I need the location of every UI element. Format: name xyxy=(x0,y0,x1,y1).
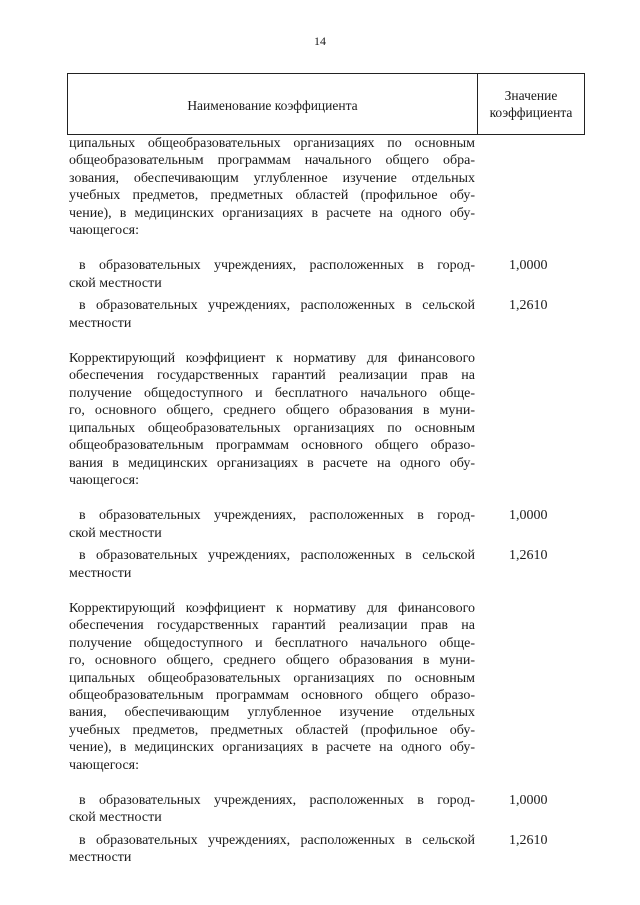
coefficient-value: 1,2610 xyxy=(509,832,548,848)
coefficient-row-rural xyxy=(69,297,559,332)
coefficient-value: 1,0000 xyxy=(509,793,548,808)
text-line: чение), в медицинских организациях в расчете на одного обу- xyxy=(69,205,475,221)
table-header xyxy=(67,73,585,135)
text-line: в образовательных учреждениях, расположенных в город- xyxy=(79,258,475,274)
coefficient-row-urban xyxy=(69,792,559,827)
text-line: получение общедоступного и бесплатного начального обще- xyxy=(69,635,475,651)
coefficient-row-urban xyxy=(69,257,559,292)
text-line: местности xyxy=(69,850,132,866)
coefficient-value: 1,2610 xyxy=(509,298,548,314)
text-line: ской местности xyxy=(69,275,162,291)
text-line: общеобразовательным программам начального общего обра- xyxy=(69,153,475,169)
coefficient-description xyxy=(69,600,475,774)
text-line: обеспечения государственных гарантий реализации прав на xyxy=(69,618,475,634)
text-line: вания в медицинских организациях в расчете на одного обу- xyxy=(69,455,475,471)
text-line: в образовательных учреждениях, расположенных в сельской xyxy=(79,832,475,848)
text-line: учебных предметов, предметных областей (профильное обу- xyxy=(69,188,475,204)
text-line: зования, обеспечивающим углубленное изучение отдельных xyxy=(69,170,475,186)
header-value-column xyxy=(478,74,584,134)
header-name-column: Наименование коэффициента xyxy=(68,74,478,134)
text-line: в образовательных учреждениях, расположенных в город- xyxy=(79,508,475,524)
text-line: в образовательных учреждениях, расположенных в город- xyxy=(79,793,475,808)
text-line: чающегося: xyxy=(69,223,139,239)
text-line: Корректирующий коэффициент к нормативу для финансового xyxy=(69,351,475,367)
page-number: 14 xyxy=(314,34,326,48)
text-line: чающегося: xyxy=(69,472,139,488)
coefficient-row-urban xyxy=(69,507,559,542)
coefficient-description xyxy=(69,350,475,489)
text-line: ципальных общеобразовательных организациях по основным xyxy=(69,670,475,686)
text-line: местности xyxy=(69,315,132,331)
header-value-line-2: коэффициента xyxy=(489,105,573,120)
text-line: учебных предметов, предметных областей (профильное обу- xyxy=(69,722,475,738)
text-line: Корректирующий коэффициент к нормативу для финансового xyxy=(69,600,475,616)
coefficient-row-rural xyxy=(69,832,559,867)
text-line: ской местности xyxy=(69,525,162,541)
coefficient-value: 1,0000 xyxy=(509,258,548,274)
text-line: го, основного общего, среднего общего образования в муни- xyxy=(69,653,475,669)
coefficient-value: 1,2610 xyxy=(509,548,548,564)
text-line: чение), в медицинских организациях в расчете на одного обу- xyxy=(69,740,475,756)
text-line: ской местности xyxy=(69,810,162,826)
coefficient-description xyxy=(69,135,475,239)
text-line: го, основного общего, среднего общего образования в муни- xyxy=(69,403,475,419)
text-line: в образовательных учреждениях, расположенных в сельской xyxy=(79,298,475,314)
coefficient-row-rural xyxy=(69,547,559,582)
text-line: общеобразовательным программам основного общего образо- xyxy=(69,687,475,703)
document-content xyxy=(69,135,559,867)
text-line: в образовательных учреждениях, расположенных в сельской xyxy=(79,548,475,564)
coefficient-value: 1,0000 xyxy=(509,508,548,524)
text-line: местности xyxy=(69,565,132,581)
text-line: общеобразовательным программам основного общего образо- xyxy=(69,438,475,454)
text-line: обеспечения государственных гарантий реализации прав на xyxy=(69,368,475,384)
header-value-line-1: Значение xyxy=(504,88,558,103)
text-line: вания, обеспечивающим углубленное изучение отдельных xyxy=(69,705,475,721)
text-line: ципальных общеобразовательных организациях по основным xyxy=(69,136,475,151)
text-line: чающегося: xyxy=(69,757,139,773)
text-line: получение общедоступного и бесплатного начального обще- xyxy=(69,385,475,401)
text-line: ципальных общеобразовательных организациях по основным xyxy=(69,420,475,436)
